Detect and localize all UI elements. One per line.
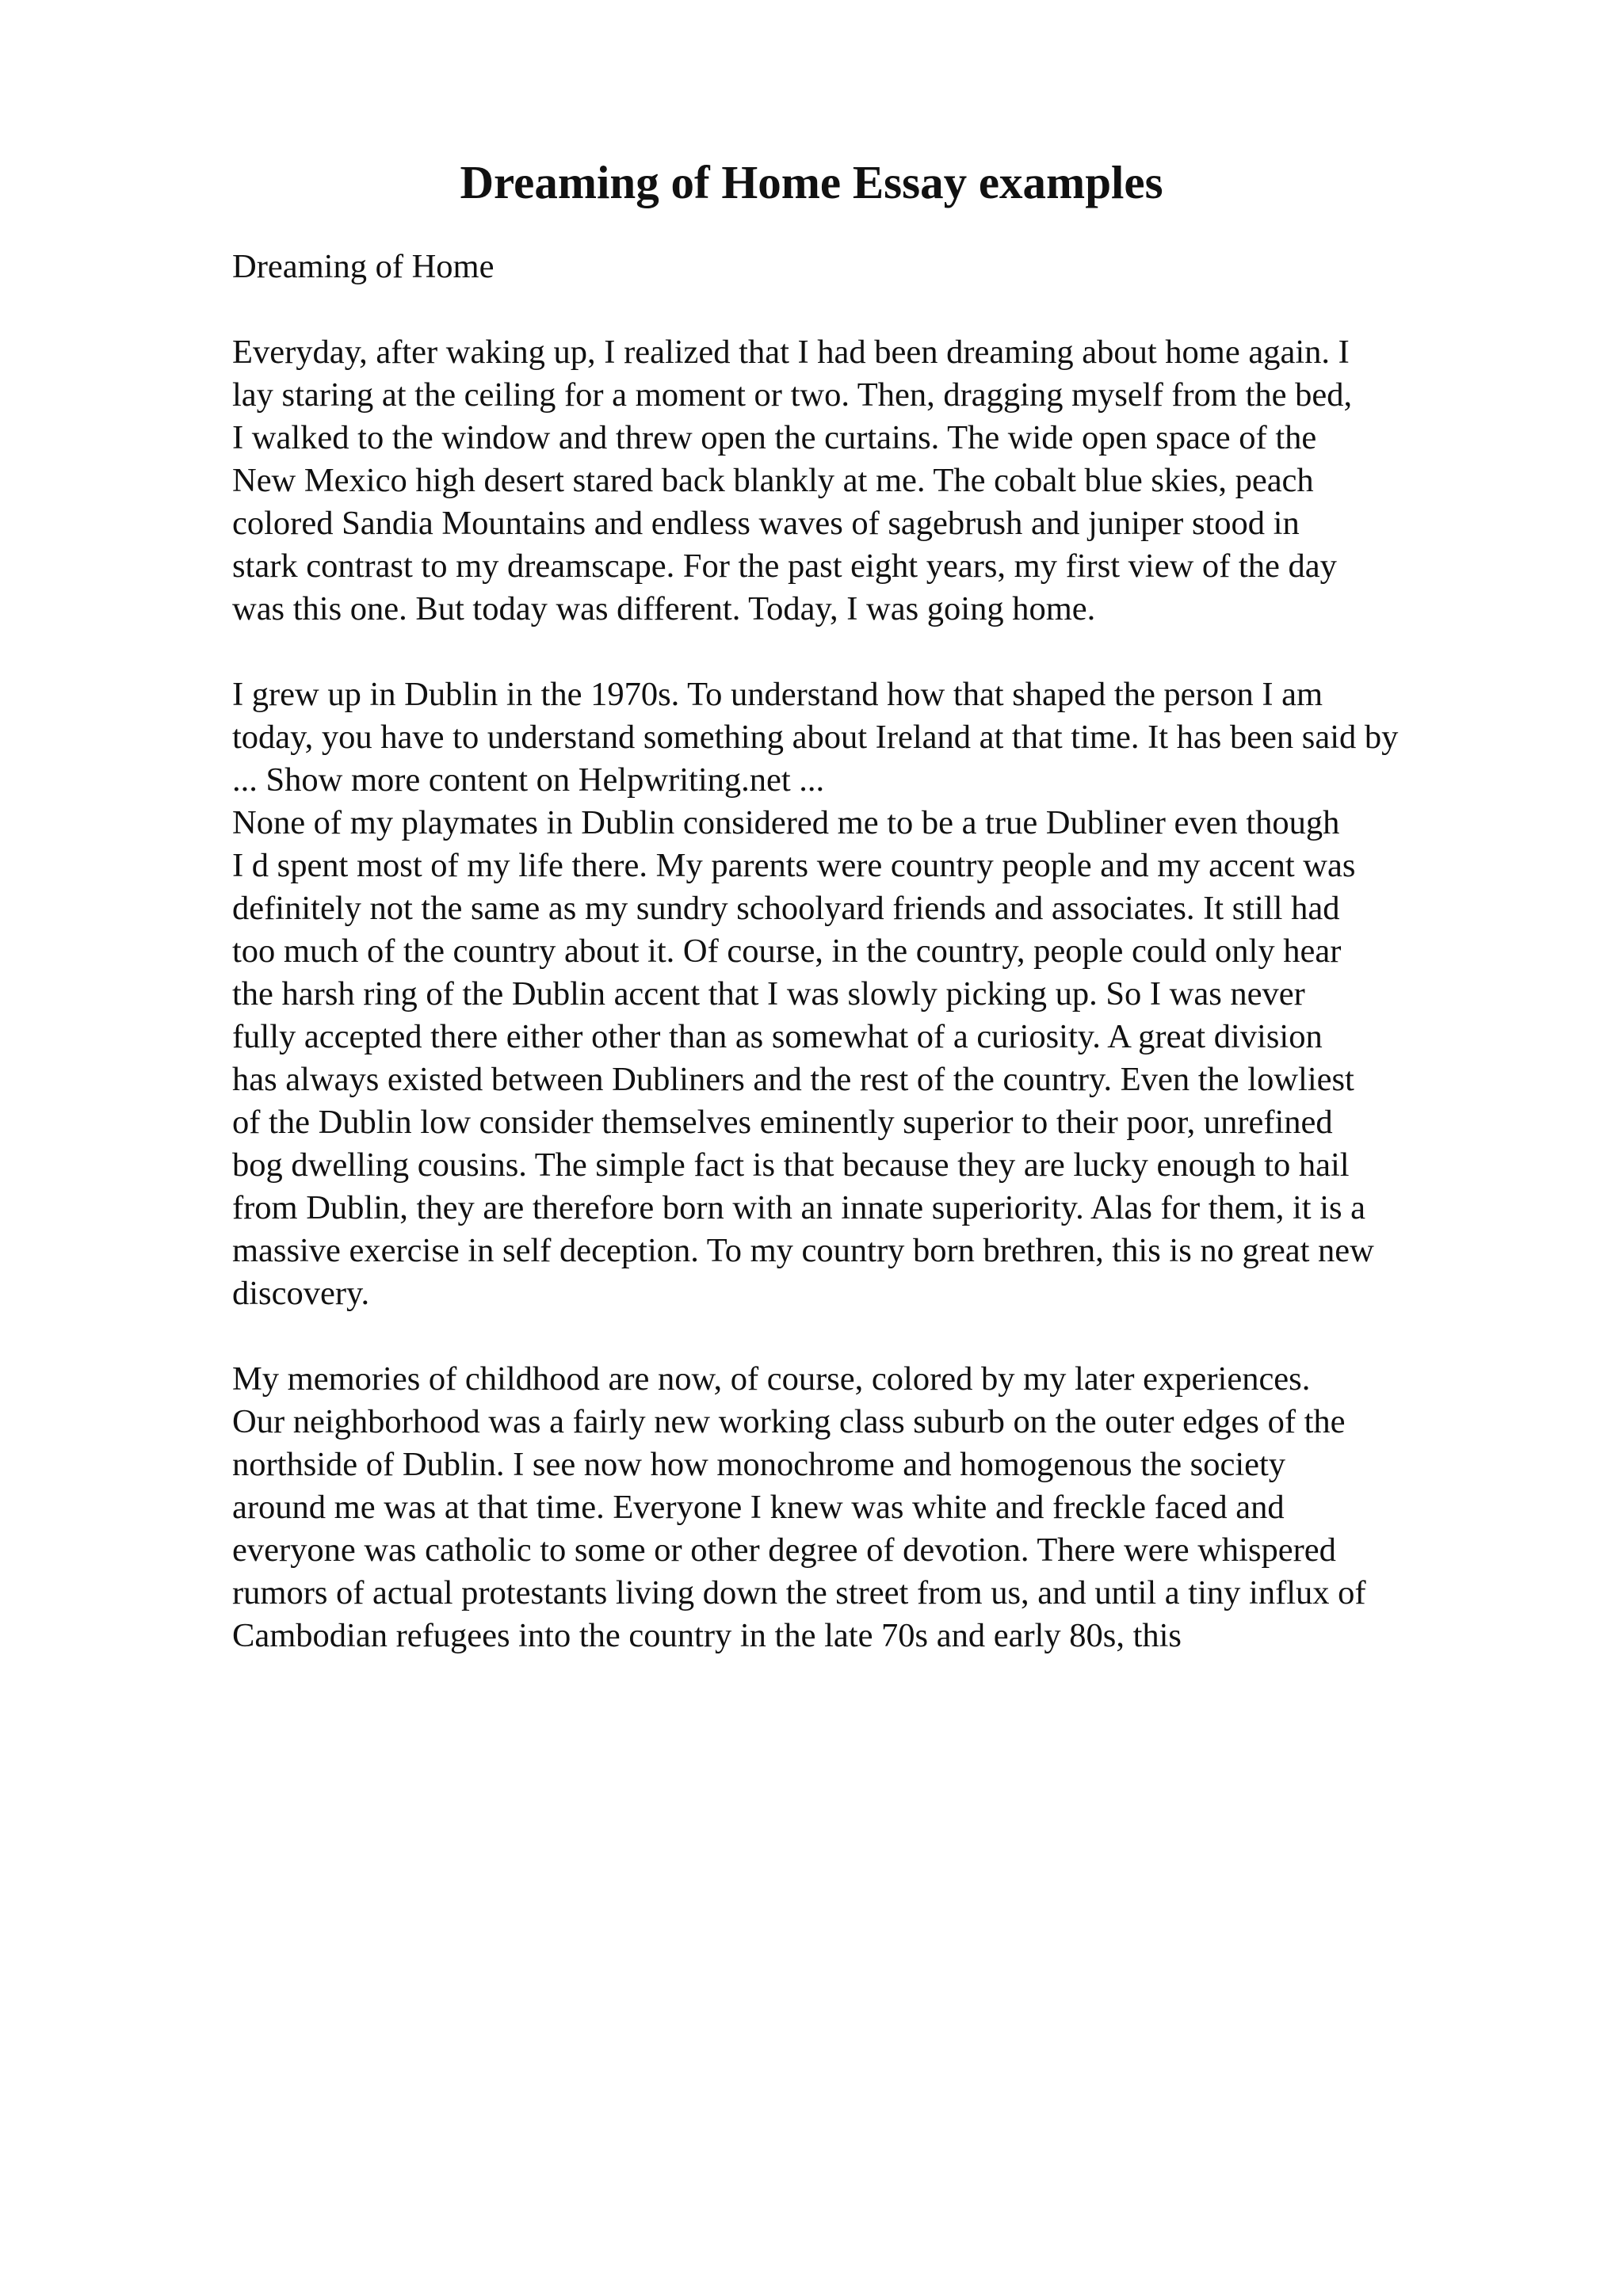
text-line: I walked to the window and threw open the curtains. The wide open space of the [232,419,1317,456]
text-line: from Dublin, they are therefore born with an innate superiority. Alas for them, it is a [232,1189,1366,1226]
text-line: colored Sandia Mountains and endless waves of sagebrush and juniper stood in [232,505,1300,542]
text-line: Everyday, after waking up, I realized that I had been dreaming about home again. I [232,334,1350,371]
text-line: northside of Dublin. I see now how monochrome and homogenous the society [232,1446,1286,1483]
text-line: too much of the country about it. Of course, in the country, people could only hear [232,933,1342,970]
text-line: rumors of actual protestants living down the street from us, and until a tiny influx of [232,1574,1366,1611]
text-line: discovery. [232,1275,370,1312]
subtitle: Dreaming of Home [232,248,495,285]
text-line: has always existed between Dubliners and the rest of the country. Even the lowliest [232,1061,1354,1098]
text-line: I grew up in Dublin in the 1970s. To understand how that shaped the person I am [232,676,1323,713]
document-title: Dreaming of Home Essay examples [460,156,1163,208]
text-line: lay staring at the ceiling for a moment or two. Then, dragging myself from the bed, [232,376,1353,414]
paragraph-gap [232,1315,1623,1358]
text-line: Our neighborhood was a fairly new working class suburb on the outer edges of the [232,1403,1346,1440]
paragraph-2 [232,673,1623,1315]
text-line: everyone was catholic to some or other degree of devotion. There were whispered [232,1531,1336,1569]
paragraph-1 [232,331,1623,631]
text-line: None of my playmates in Dublin considered me to be a true Dubliner even though [232,804,1340,841]
paragraph-gap [232,288,1623,331]
document-body [232,246,1623,1657]
text-line: fully accepted there either other than as somewhat of a curiosity. A great division [232,1018,1323,1055]
paragraph-gap [232,631,1623,673]
text-line: the harsh ring of the Dublin accent that I was slowly picking up. So I was never [232,975,1305,1013]
text-line: Cambodian refugees into the country in the late 70s and early 80s, this [232,1617,1182,1654]
paragraph-3 [232,1358,1623,1657]
text-line: stark contrast to my dreamscape. For the past eight years, my first view of the day [232,547,1337,585]
text-line: massive exercise in self deception. To my country born brethren, this is no great new [232,1232,1374,1269]
text-line: of the Dublin low consider themselves eminently superior to their poor, unrefined [232,1104,1333,1141]
text-line: around me was at that time. Everyone I knew was white and freckle faced and [232,1489,1285,1526]
text-line: I d spent most of my life there. My parents were country people and my accent was [232,847,1356,884]
text-line: definitely not the same as my sundry schoolyard friends and associates. It still had [232,890,1340,927]
text-line: was this one. But today was different. Today, I was going home. [232,590,1096,627]
text-line: bog dwelling cousins. The simple fact is that because they are lucky enough to hail [232,1146,1350,1184]
text-line: today, you have to understand something about Ireland at that time. It has been said by [232,719,1399,756]
show-more-line: ... Show more content on Helpwriting.net ... [232,761,825,799]
text-line: My memories of childhood are now, of course, colored by my later experiences. [232,1360,1311,1398]
text-line: New Mexico high desert stared back blankly at me. The cobalt blue skies, peach [232,462,1314,499]
